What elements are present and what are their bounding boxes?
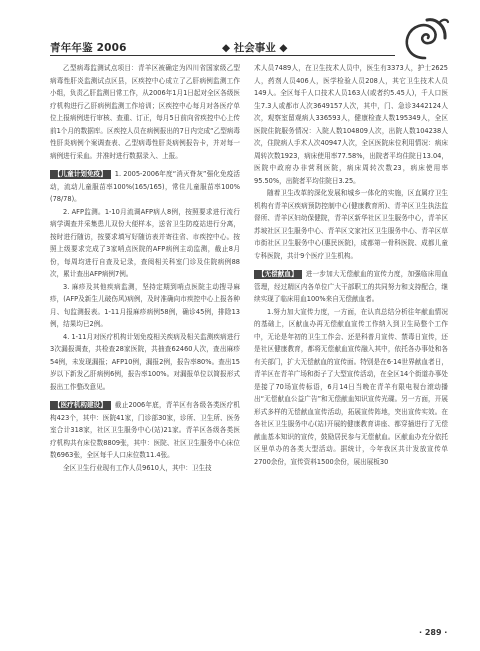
heading-medical-institutions: 【医疗机构建设】 <box>50 401 111 410</box>
left-column <box>50 62 240 474</box>
right-column <box>254 62 448 468</box>
page-number: · 289 · <box>419 628 448 637</box>
paragraph-health-staff: 全区卫生行业现有工作人员9610人，其中：卫生技 <box>63 463 212 472</box>
paragraph-child-immunization-text: 1. 2005-2006年度“消灭脊灰”强化免疫活动，流动儿童服苗率100%(165/165)，常住儿童服苗率100%(78/78)。 <box>50 170 240 203</box>
paragraph-child-immunization <box>50 168 240 206</box>
paragraph-district-institutions: 随着卫生改革的深化发展和城乡一体化的实施，区直属疗卫生机构有青羊区疾病预防控制中心(健康教育所)、青羊区卫生执法监督所、青羊区妇幼保健院，青羊区新华社区卫生服务中心，青羊区苏坡社区卫生服务中心、青羊区文家社区卫生服务中心、青羊区草市街社区卫生服务中心(惠民医院)，成都第一骨科医院、成都儿童专科医院，共计9个医疗卫生机构。 <box>254 189 448 260</box>
paragraph-publicity-efforts: 1.努力加大宣传力度，一方面，在认真总结分析往年献血情况的基础上，区献血办再无偿献血宣传工作纳入到卫生局整个工作中，无论是年初的卫生工作会、还是科普月宣传、禁毒日宣传，还是社区健康教育，都将无偿献血宣传融入其中，依托各办事处和各有关部门，扩大无偿献血的宣传面。特别是在6·14世界献血者日，青羊区在青羊广场和街子了大型宣传活动，在全区14个街道办事处是接了70场宣传标语，6月14日当晚在青羊有限电视台滚动播出“无偿献血公益广告”和无偿献血知识宣传光碟。另一方面，开展形式多样的无偿献血宣传活动，拓展宣传阵地，突出宣传实效。在各社区卫生服务中心(站)开展的健康教育讲座、都穿插进行了无偿献血基本知识的宣传，鼓励居民参与无偿献血。区献血办充分依托区里单办的各类大型活动。据统计，今年我区共计发放宣传单2700余份，宣传资料1500余份，展出展板30 <box>254 307 448 466</box>
swirl-ornament-icon <box>400 14 450 62</box>
heading-blood-donation: 【无偿献血】 <box>254 270 302 279</box>
page-header <box>0 0 480 62</box>
paragraph-blood-donation-text: 进一步加大无偿献血的宣传力度，加强临床用血管理，经过精区内各单位广大干部职工的共同努力和支持配合，继续实现了临床用血100%来自无偿献血者。 <box>254 270 448 303</box>
paragraph-measles-monitoring: 3. 麻疹及其他疾病监测，坚持定期到哨点医院主动搜寻麻疹，(AFP及新生儿破伤风)病例，及时准确向市疾控中心上报各种月、旬监测报表。1-11月报麻疹病例58例，确诊45例，排除13例，结果均已2例。 <box>50 282 240 328</box>
paragraph-hepatitis-monitoring: 乙型病毒监测试点项目：青羊区被确定为四川省国家级乙型病毒性肝炎监测试点区县，区疾控中心成立了乙肝病例监测工作小组，负责乙肝监测日常工作，从2006年1月1日起对全区各级医疗机构进行乙肝病例监测工作培训；区疾控中心每月对各医疗单位上报病例进行审核、查重、订正，每月5日前向省疾控中心上传前1个月的数据库。区疾控人员在病例报出的7日内完成“乙型病毒性肝炎病例个案调查表、乙型病毒性肝炎病例报告卡，并对每一病例进行采血。并准时进行数据录入、上报。 <box>50 64 241 160</box>
section-title: ◆ 社会事业 ◆ <box>222 42 288 54</box>
paragraph-underreporting-survey: 4. 1-11月对医疗机构计划免疫相关疾病及相关监测疾病进行3次漏报调查，共检查28家医院，共抽查62460人次，查出麻疹54例，未发现漏报；AFP10例，漏报2例，报告率80%。查出15岁以下新发乙肝病例6例，报告率100%。对漏报单位以简报形式报出工作整改意见。 <box>50 332 240 391</box>
paragraph-medical-institutions-text: 截止2006年底，青羊区有各级各类医疗机构423个，其中：医院41家，门诊部30家，诊所、卫生所、医务室合计318家，社区卫生服务中心(站)21家。青羊区各级各类医疗机构共有床位数8809张，其中：医院、社区卫生服务中心床位数6963张，全区每千人口床位数11.4张。 <box>50 401 240 459</box>
heading-child-immunization: 【儿童计划免疫】 <box>50 170 111 179</box>
paragraph-afp-monitoring: 2. AFP监测。1-10月流调AFP病人8例，按照要求进行流行病学调查并采集患儿双份大便样本，送省卫生防疫站进行分离，按时进行随访，按要求填写好随访表并寄往省、市疾控中心。按照上级要求完成了3家哨点医院的AFP病例主动监测，截止8月份，每周均进行自查及记录，查阅相关科室门诊及住院病例88次，累计查出AFP病例7例。 <box>50 207 240 278</box>
header-rule <box>50 55 395 56</box>
book-title: 青年年鉴 2006 <box>50 42 127 54</box>
paragraph-blood-donation <box>254 268 448 306</box>
paragraph-medical-institutions <box>50 399 240 462</box>
paragraph-staff-statistics: 术人员7489人，在卫生技术人员中，医生有3373人，护士2625人，药剂人员406人，医学检验人员208人，其它卫生技术人员149人。全区每千人口技术人员163人(或者约5.45人)，千人口医生7.3人或都市人次3649157人次，其中，门、急诊3442124人次，观察室留观病人336593人，健康检查人数195349人，全区医院住院服务情况：入院人数104809人次，出院人数104238人次，住院病人手术人次40947人次，全区医院床位利用情况：病床周转次数1923，病床使用率77.58%，出院者平均住院日13.04，医院中政府办非营利医院，病床周转次数23，病床使用率95.50%，出院者平均住院日3.25。 <box>254 64 448 185</box>
